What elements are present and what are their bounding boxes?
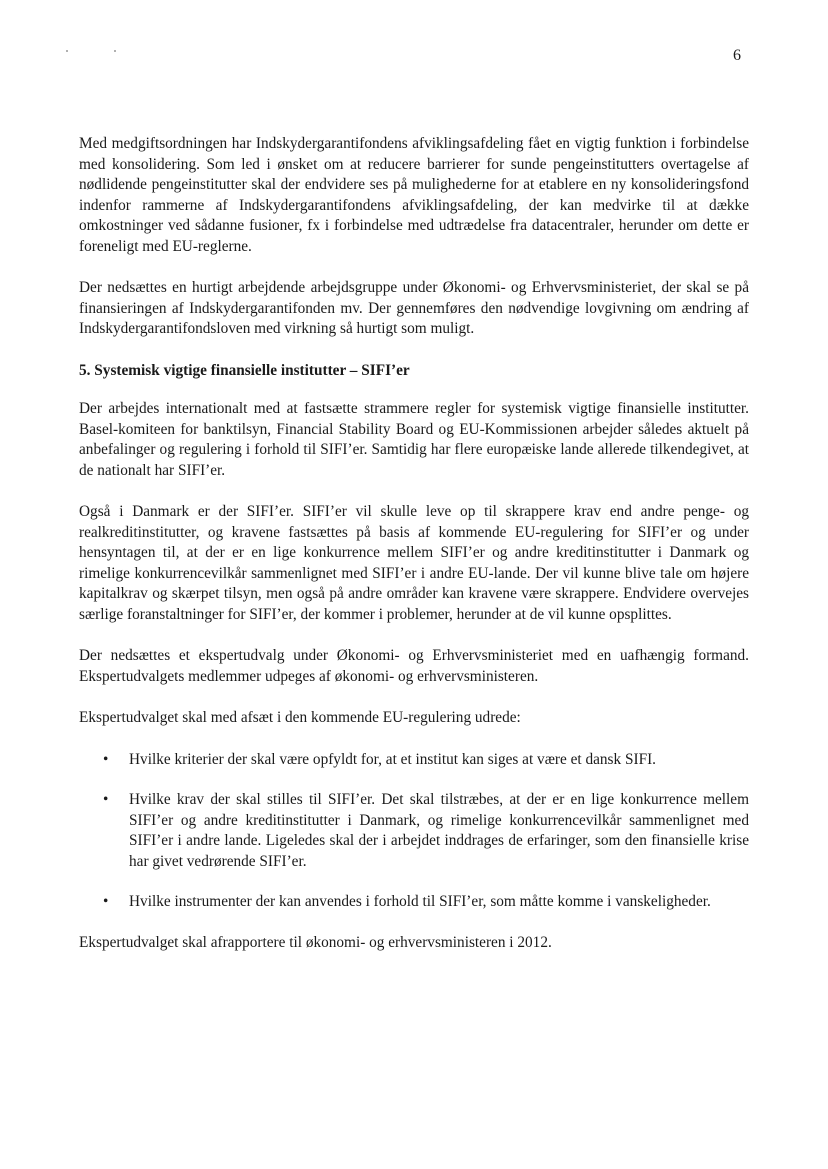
list-item-text: Hvilke instrumenter der kan anvendes i forhold til SIFI’er, som måtte komme i vanskeligheder. bbox=[129, 893, 711, 910]
document-body bbox=[79, 134, 749, 974]
list-item bbox=[79, 750, 749, 771]
bullet-icon: • bbox=[103, 750, 109, 768]
bullet-list bbox=[79, 750, 749, 913]
paragraph-consolidation: Med medgiftsordningen har Indskydergarantifondens afviklingsafdeling fået en vigtig funktion i forbindelse med konsolidering. Som led i ønsket om at reducere barrierer for sunde pengeinstitutters overtagelse af nødlidende pengeinstitutter skal der endvidere ses på mulighederne for at etablere en ny konsolideringsfond indenfor rammerne af Indskydergarantifondens afviklingsafdeling, der kan medvirke til at dække omkostninger ved sådanne fusioner, fx i forbindelse med udtrædelse fra datacentraler, herunder om dette er foreneligt med EU-reglerne. bbox=[79, 135, 749, 255]
paragraph-expert-committee: Der nedsættes et ekspertudvalg under Økonomi- og Erhvervsministeriet med en uafhængig formand. Ekspertudvalgets medlemmer udpeges af økonomi- og erhvervsministeren. bbox=[79, 647, 749, 685]
bullet-icon: • bbox=[103, 791, 109, 808]
list-item-text: Hvilke krav der skal stilles til SIFI’er. Det skal tilstræbes, at der er en lige konkurrence mellem SIFI’er og andre kreditinstitutter i Danmark, og rimelige konkurrencevilkår sammenlignet med SIFI’er i andre lande. Ligeledes skal der i arbejdet inddrages de erfaringer, som den finansielle krise har givet vedrørende SIFI’er. bbox=[129, 791, 749, 870]
paragraph-denmark-sifi: Også i Danmark er der SIFI’er. SIFI’er vil skulle leve op til skrappere krav end andre penge- og realkreditinstitutter, og kravene fastsættes på basis af kommende EU-regulering for SIFI’er og under hensyntagen til, at der er en lige konkurrence mellem SIFI’er og andre kreditinstitutter i Danmark og rimelige konkurrencevilkår sammenlignet med SIFI’er i andre EU-lande. Der vil kunne blive tale om højere kapitalkrav og skærpet tilsyn, men også på andre områder kan kravene være skrappere. Endvidere overvejes særlige foranstaltninger for SIFI’er, der kommer i problemer, herunder at de vil kunne opsplittes. bbox=[79, 503, 749, 623]
paragraph-international: Der arbejdes internationalt med at fastsætte strammere regler for systemisk vigtige finansielle institutter. Basel-komiteen for banktilsyn, Financial Stability Board og EU-Kommissionen arbejder således aktuelt på anbefalinger og regulering i forhold til SIFI’er. Samtidig har flere europæiske lande allerede tilkendegivet, at de nationalt har SIFI’er. bbox=[79, 400, 749, 479]
scan-speck bbox=[114, 50, 116, 52]
list-item bbox=[79, 892, 749, 913]
paragraph-reporting: Ekspertudvalget skal afrapportere til økonomi- og erhvervsministeren i 2012. bbox=[79, 933, 552, 951]
page-number: 6 bbox=[733, 47, 741, 64]
section-heading-sifi: 5. Systemisk vigtige finansielle institutter – SIFI’er bbox=[79, 361, 410, 379]
list-item-text: Hvilke kriterier der skal være opfyldt for, at et institut kan siges at være et dansk SIFI. bbox=[129, 750, 657, 768]
paragraph-committee-tasks-intro: Ekspertudvalget skal med afsæt i den kommende EU-regulering udrede: bbox=[79, 709, 521, 726]
bullet-icon: • bbox=[103, 893, 109, 910]
list-item bbox=[79, 790, 749, 872]
paragraph-working-group: Der nedsættes en hurtigt arbejdende arbejdsgruppe under Økonomi- og Erhvervsministeriet, der skal se på finansieringen af Indskydergarantifonden mv. Der gennemføres den nødvendige lovgivning om ændring af Indskydergarantifondsloven med virkning så hurtigt som muligt. bbox=[79, 279, 749, 337]
scan-speck bbox=[66, 50, 68, 52]
